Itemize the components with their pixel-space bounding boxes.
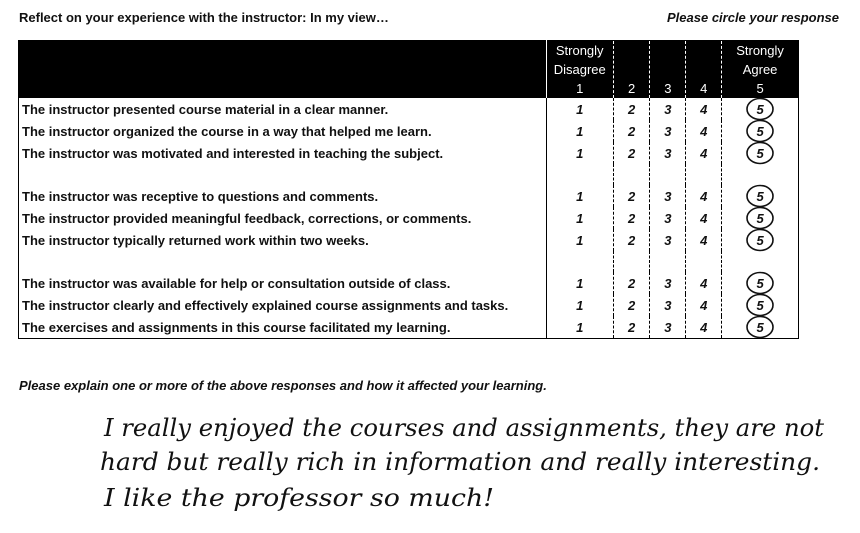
rating-value: 5 (756, 188, 764, 204)
strongly-agree-label-1: Strongly (736, 43, 784, 58)
rating-value: 4 (700, 275, 708, 291)
rating-value: 3 (664, 232, 672, 248)
rating-value: 2 (627, 275, 636, 291)
statement-text: The instructor provided meaningful feedback, corrections, or comments. (19, 207, 547, 229)
rating-value: 2 (627, 319, 636, 335)
rating-value: 3 (664, 101, 672, 117)
strongly-agree-label-2: Agree (742, 62, 778, 77)
rating-value: 2 (627, 188, 636, 204)
rating-value: 4 (700, 210, 708, 226)
rating-value: 2 (627, 123, 636, 139)
rating-value: 1 (576, 188, 584, 204)
rating-value: 3 (664, 123, 672, 139)
handwritten-line-3: I like the professor so much! (102, 484, 495, 512)
handwritten-line-1: I really enjoyed the courses and assignments, they are not (102, 414, 825, 442)
rating-value: 3 (664, 210, 672, 226)
rating-value: 2 (627, 145, 636, 161)
rating-value: 3 (664, 145, 672, 161)
rating-value: 4 (700, 145, 708, 161)
rating-value: 2 (627, 232, 636, 248)
rating-value: 5 (756, 210, 764, 226)
rating-value: 5 (756, 123, 764, 139)
handwritten-line-2: hard but really rich in information and really interesting. (100, 448, 820, 476)
rating-value: 4 (700, 319, 708, 335)
statement-text: The instructor organized the course in a way that helped me learn. (19, 120, 547, 142)
rating-value: 5 (756, 275, 764, 291)
scale-point-3: 3 (664, 81, 672, 96)
rating-value: 1 (576, 123, 584, 139)
rating-value: 1 (576, 145, 584, 161)
statement-text: The instructor was available for help or consultation outside of class. (19, 272, 547, 294)
rating-value: 4 (700, 297, 708, 313)
rating-value: 2 (627, 210, 636, 226)
rating-value: 3 (664, 188, 672, 204)
rating-value: 5 (756, 101, 764, 117)
strongly-disagree-label-2: Disagree (553, 62, 606, 77)
strongly-disagree-label-1: Strongly (555, 43, 604, 58)
explain-prompt: Please explain one or more of the above responses and how it affected your learning. (19, 378, 547, 393)
rating-value: 3 (664, 319, 672, 335)
rating-value: 1 (576, 232, 584, 248)
survey-prompt: Reflect on your experience with the instructor: In my view… (19, 10, 389, 25)
rating-value: 4 (700, 188, 708, 204)
rating-value: 3 (664, 297, 672, 313)
rating-value: 4 (700, 123, 708, 139)
rating-value: 4 (700, 101, 708, 117)
rating-value: 5 (756, 319, 764, 335)
rating-value: 1 (576, 210, 584, 226)
circle-instruction: Please circle your response (667, 10, 839, 25)
rating-value: 3 (664, 275, 672, 291)
rating-value: 5 (756, 232, 764, 248)
statement-text: The exercises and assignments in this course facilitated my learning. (19, 316, 547, 339)
statement-text: The instructor clearly and effectively explained course assignments and tasks. (19, 294, 547, 316)
rating-value: 1 (576, 275, 584, 291)
rating-value: 2 (627, 101, 636, 117)
rating-value: 1 (576, 297, 584, 313)
rating-value: 5 (756, 145, 764, 161)
rating-value: 5 (756, 297, 764, 313)
statement-text: The instructor typically returned work within two weeks. (19, 229, 547, 251)
statement-text: The instructor was receptive to questions and comments. (19, 185, 547, 207)
scale-point-4: 4 (700, 81, 708, 96)
statement-text: The instructor presented course material in a clear manner. (19, 98, 547, 120)
rating-value: 4 (700, 232, 708, 248)
statement-text: The instructor was motivated and interested in teaching the subject. (19, 142, 547, 164)
scale-point-5: 5 (756, 81, 764, 96)
scale-point-2: 2 (627, 81, 636, 96)
rating-value: 1 (576, 101, 584, 117)
rating-value: 2 (627, 297, 636, 313)
scale-point-1: 1 (576, 81, 584, 96)
rating-value: 1 (576, 319, 584, 335)
